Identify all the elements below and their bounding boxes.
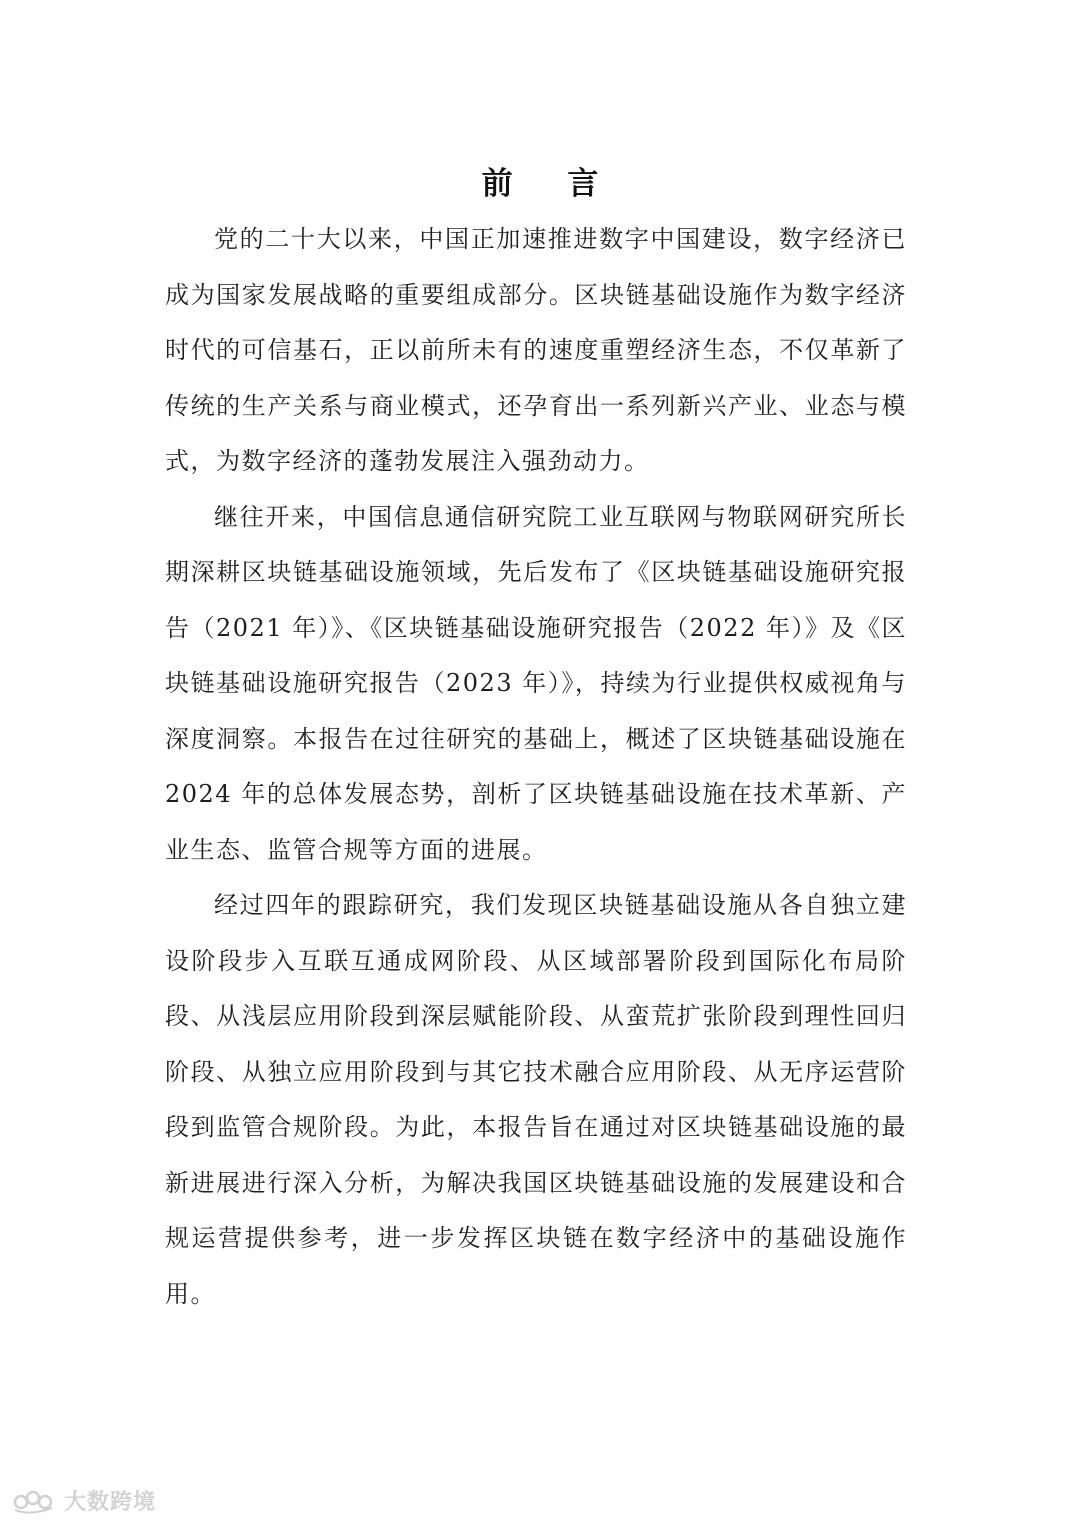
ring-logo-icon	[12, 1486, 58, 1516]
body-text	[165, 212, 907, 1322]
page-title: 前 言	[481, 166, 621, 202]
paragraph-1: 党的二十大以来，中国正加速推进数字中国建设，数字经济已成为国家发展战略的重要组成部分。区块链基础设施作为数字经济时代的可信基石，正以前所未有的速度重塑经济生态，不仅革新了传统的生产关系与商业模式，还孕育出一系列新兴产业、业态与模式，为数字经济的蓬勃发展注入强劲动力。	[165, 225, 907, 475]
paragraph-2: 继往开来，中国信息通信研究院工业互联网与物联网研究所长期深耕区块链基础设施领域，先后发布了《区块链基础设施研究报告（2021 年）》、《区块链基础设施研究报告（2022 年）》及《区块链基础设施研究报告（2023 年）》，持续为行业提供权威视角与深度洞察。本报告在过往研究的基础上，概述了区块链基础设施在 2024 年的总体发展态势，剖析了区块链基础设施在技术革新、产业生态、监管合规等方面的进展。	[165, 502, 907, 864]
watermark	[12, 1485, 156, 1516]
watermark-text: 大数跨境	[64, 1490, 157, 1515]
paragraph-3: 经过四年的跟踪研究，我们发现区块链基础设施从各自独立建设阶段步入互联互通成网阶段、从区域部署阶段到国际化布局阶段、从浅层应用阶段到深层赋能阶段、从蛮荒扩张阶段到理性回归阶段、从独立应用阶段到与其它技术融合应用阶段、从无序运营阶段到监管合规阶段。为此，本报告旨在通过对区块链基础设施的最新进展进行深入分析，为解决我国区块链基础设施的发展建设和合规运营提供参考，进一步发挥区块链在数字经济中的基础设施作用。	[165, 891, 907, 1308]
